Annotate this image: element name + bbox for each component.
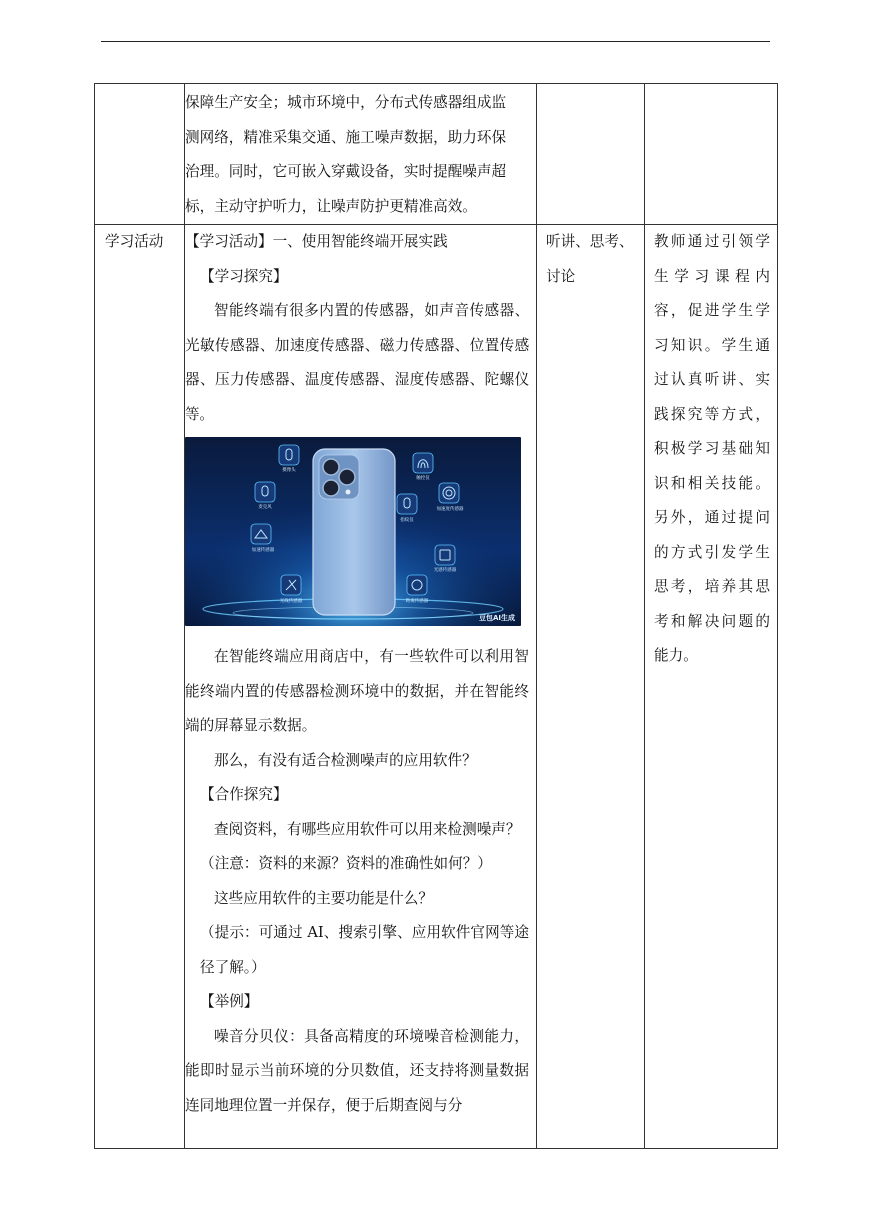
student-activity-line: 听讲、思考、 — [546, 233, 634, 250]
camera-lens-icon — [323, 480, 339, 496]
content-line: 标，主动守护听力，让噪声防护更精准高效。 — [185, 197, 477, 215]
stage-cell — [95, 225, 185, 1149]
coop-paragraph: 查阅资料，有哪些应用软件可以用来检测噪声？ — [214, 820, 521, 838]
header-rule — [101, 41, 770, 42]
content-line: 保障生产安全；城市环境中，分布式传感器组成监 — [185, 94, 507, 111]
figure-label: 距离传感器 — [405, 599, 429, 604]
note-line: （注意：资料的来源？资料的准确性如何？） — [200, 855, 492, 872]
student-activity-cell — [537, 225, 645, 1149]
figure-label: 加速度传感器 — [436, 507, 464, 512]
accelerometer-icon — [251, 524, 271, 544]
figure-label: 加速传感器 — [251, 548, 275, 553]
lesson-plan-table — [94, 83, 778, 1149]
ai-watermark: 豆包AI生成 — [478, 614, 515, 622]
content-cell — [185, 225, 537, 1149]
smartphone-sensors-illustration — [185, 437, 521, 626]
apps-paragraph: 在智能终端应用商店中，有一些软件可以利用智能终端内置的传感器检测环境中的数据，并在智能终端的屏幕显示数据。 — [185, 648, 529, 734]
function-question: 这些应用软件的主要功能是什么？ — [214, 889, 433, 907]
camera-icon — [279, 445, 299, 465]
fingerprint-icon — [439, 483, 459, 503]
student-activity-cell-empty — [537, 84, 645, 225]
student-activity-line: 讨论 — [546, 267, 576, 285]
table-row-learning-activity — [95, 225, 778, 1149]
stage-label: 学习活动 — [105, 233, 164, 250]
figure-label: 光线传感器 — [279, 599, 303, 604]
question-line: 那么，有没有适合检测噪声的应用软件？ — [214, 751, 477, 769]
content-line: 治理。同时，它可嵌入穿戴设备，实时提醒噪声超 — [185, 163, 507, 180]
content-cell — [185, 84, 537, 225]
table-row-continuation — [95, 84, 778, 225]
design-intent-text: 教师通过引领学生学习课程内容，促进学生学习知识。学生通过认真听讲、实践探究等方式，积极学习基础知识和相关技能。另外，通过提问的方式引发学生思考，培养其思考和解决问题的能力。 — [654, 233, 770, 664]
activity-title: 【学习活动】一、使用智能终端开展实践 — [185, 233, 448, 250]
stage-cell-empty — [95, 84, 185, 225]
camera-lens-icon — [323, 459, 339, 475]
smartphone-sensors-image — [185, 437, 521, 626]
figure-label: 麦克风 — [258, 505, 272, 510]
microphone-icon — [255, 482, 275, 502]
figure-label: 摄像头 — [282, 468, 296, 473]
figure-label: 触控仪 — [416, 476, 430, 481]
fingerprint-reader-icon — [397, 494, 417, 514]
design-intent-cell-empty — [645, 84, 778, 225]
example-paragraph: 噪音分贝仪：具备高精度的环境噪音检测能力，能即时显示当前环境的分贝数值，还支持将测量数据连同地理位置一并保存，便于后期查阅与分 — [185, 1027, 529, 1114]
content-line: 测网络，精准采集交通、施工噪声数据，助力环保 — [185, 128, 507, 146]
figure-label: 指纹仪 — [400, 518, 414, 523]
hint-paragraph: （提示：可通过 AI、搜索引擎、应用软件官网等途径了解。） — [200, 924, 529, 976]
coop-heading: 【合作探究】 — [200, 786, 288, 803]
explore-heading: 【学习探究】 — [200, 267, 288, 285]
distance-sensor-icon — [407, 575, 427, 595]
design-intent-cell — [645, 225, 778, 1149]
figure-label: 光感传感器 — [433, 568, 457, 573]
camera-lens-icon — [339, 469, 355, 485]
light-sensor-icon — [435, 545, 455, 565]
example-heading: 【举例】 — [200, 993, 259, 1010]
sensors-paragraph: 智能终端有很多内置的传感器，如声音传感器、光敏传感器、加速度传感器、磁力传感器、位置传感器、压力传感器、温度传感器、湿度传感器、陀螺仪等。 — [185, 302, 529, 423]
